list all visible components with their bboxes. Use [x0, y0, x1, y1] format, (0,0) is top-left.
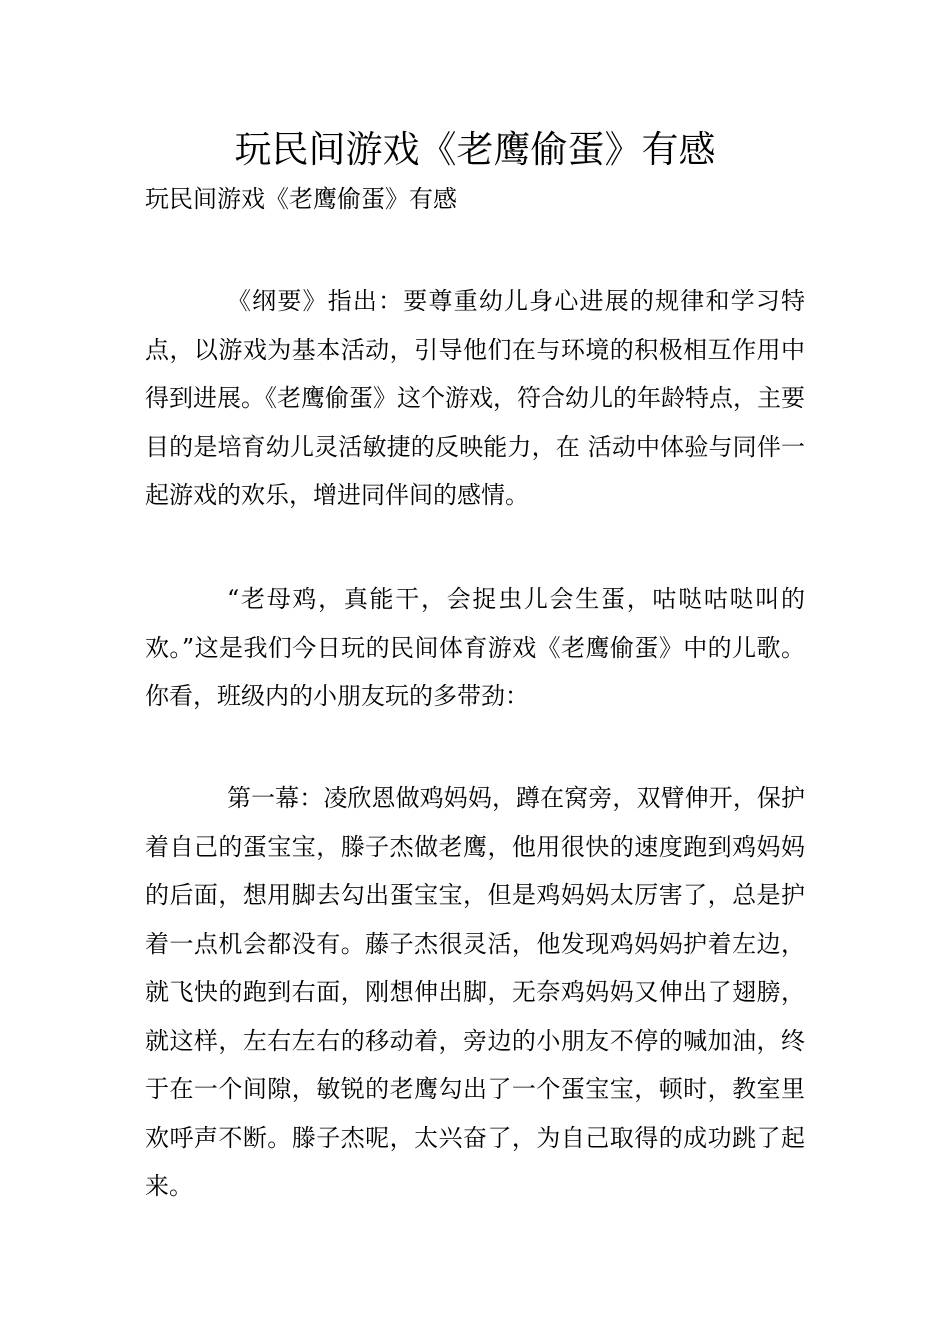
- paragraph-scene-one: 第一幕：凌欣恩做鸡妈妈，蹲在窝旁，双臂伸开，保护着自己的蛋宝宝，滕子杰做老鹰，他用很快的速度跑到鸡妈妈的后面，想用脚去勾出蛋宝宝，但是鸡妈妈太厉害了，总是护着一点机会都没有。藤子杰很灵活，他发现鸡妈妈护着左边，就飞快的跑到右面，刚想伸出脚，无奈鸡妈妈又伸出了翅膀，就这样，左右左右的移动着，旁边的小朋友不停的喊加油，终于在一个间隙，敏锐的老鹰勾出了一个蛋宝宝，顿时，教室里欢呼声不断。滕子杰呢，太兴奋了，为自己取得的成功跳了起来。: [145, 784, 805, 1200]
- document-title: 玩民间游戏《老鹰偷蛋》有感: [234, 128, 716, 171]
- paragraph-outline-quote: 《纲要》指出：要尊重幼儿身心进展的规律和学习特点，以游戏为基本活动，引导他们在与环境的积极相互作用中得到进展。《老鹰偷蛋》这个游戏，符合幼儿的年龄特点，主要目的是培育幼儿灵活敏捷的反映能力，在 活动中体验与同伴一起游戏的欢乐，增进同伴间的感情。: [145, 287, 805, 509]
- paragraph-nursery-rhyme: “老母鸡，真能干，会捉虫儿会生蛋，咕哒咕哒叫的欢。”这是我们今日玩的民间体育游戏《老鹰偷蛋》中的儿歌。你看，班级内的小朋友玩的多带劲：: [145, 585, 805, 710]
- document-subtitle: 玩民间游戏《老鹰偷蛋》有感: [145, 185, 457, 213]
